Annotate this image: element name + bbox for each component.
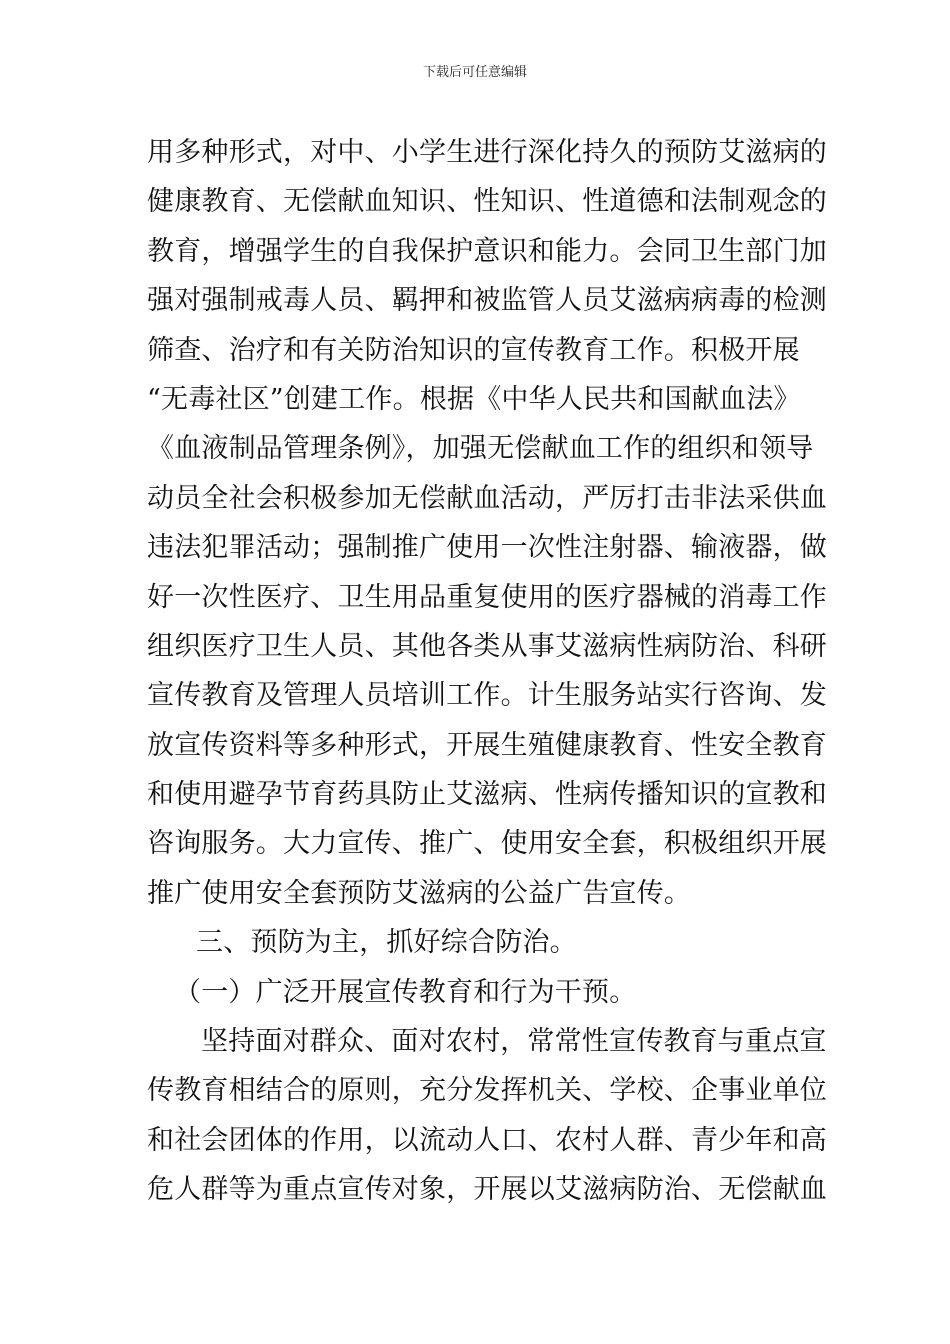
body-line: 和使用避孕节育药具防止艾滋病、性病传播知识的宣教和 xyxy=(147,779,827,811)
body-line: 强对强制戒毒人员、羁押和被监管人员艾滋病病毒的检测 xyxy=(147,285,827,317)
paragraph-first-line: 坚持面对群众、面对农村，常常性宣传教育与重点宣 xyxy=(201,1026,827,1058)
body-line: “无毒社区”创建工作。根据《中华人民共和国献血法》 xyxy=(147,383,801,415)
body-line: 动员全社会积极参加无偿献血活动，严厉打击非法采供血 xyxy=(147,482,827,514)
page-header-note: 下载后可任意编辑 xyxy=(422,65,527,80)
body-line: 教育，增强学生的自我保护意识和能力。会同卫生部门加 xyxy=(147,235,827,267)
body-line: 用多种形式，对中、小学生进行深化持久的预防艾滋病的 xyxy=(147,137,827,168)
subsection-heading: （一）广泛开展宣传教育和行为干预。 xyxy=(174,976,637,1008)
body-line: 《血液制品管理条例》，加强无偿献血工作的组织和领导 xyxy=(147,433,814,465)
body-line: 咨询服务。大力宣传、推广、使用安全套，积极组织开展 xyxy=(147,828,827,860)
body-line: 组织医疗卫生人员、其他各类从事艾滋病性病防治、科研 xyxy=(147,630,827,662)
body-line: 放宣传资料等多种形式，开展生殖健康教育、性安全教育 xyxy=(147,729,827,761)
body-line: 违法犯罪活动；强制推广使用一次性注射器、输液器，做 xyxy=(147,532,827,564)
document-body xyxy=(147,128,827,1215)
body-line: 筛查、治疗和有关防治知识的宣传教育工作。积极开展 xyxy=(147,334,800,366)
body-line: 传教育相结合的原则，充分发挥机关、学校、企事业单位 xyxy=(147,1075,827,1107)
body-line: 宣传教育及管理人员培训工作。计生服务站实行咨询、发 xyxy=(147,680,827,712)
body-line: 推广使用安全套预防艾滋病的公益广告宣传。 xyxy=(147,877,691,909)
body-line: 好一次性医疗、卫生用品重复使用的医疗器械的消毒工作 xyxy=(147,581,827,613)
body-line: 危人群等为重点宣传对象，开展以艾滋病防治、无偿献血 xyxy=(147,1174,827,1206)
body-line: 健康教育、无偿献血知识、性知识、性道德和法制观念的 xyxy=(147,186,827,218)
section-heading: 三、预防为主，抓好综合防治。 xyxy=(196,927,577,959)
body-line: 和社会团体的作用，以流动人口、农村人群、青少年和高 xyxy=(147,1124,827,1156)
